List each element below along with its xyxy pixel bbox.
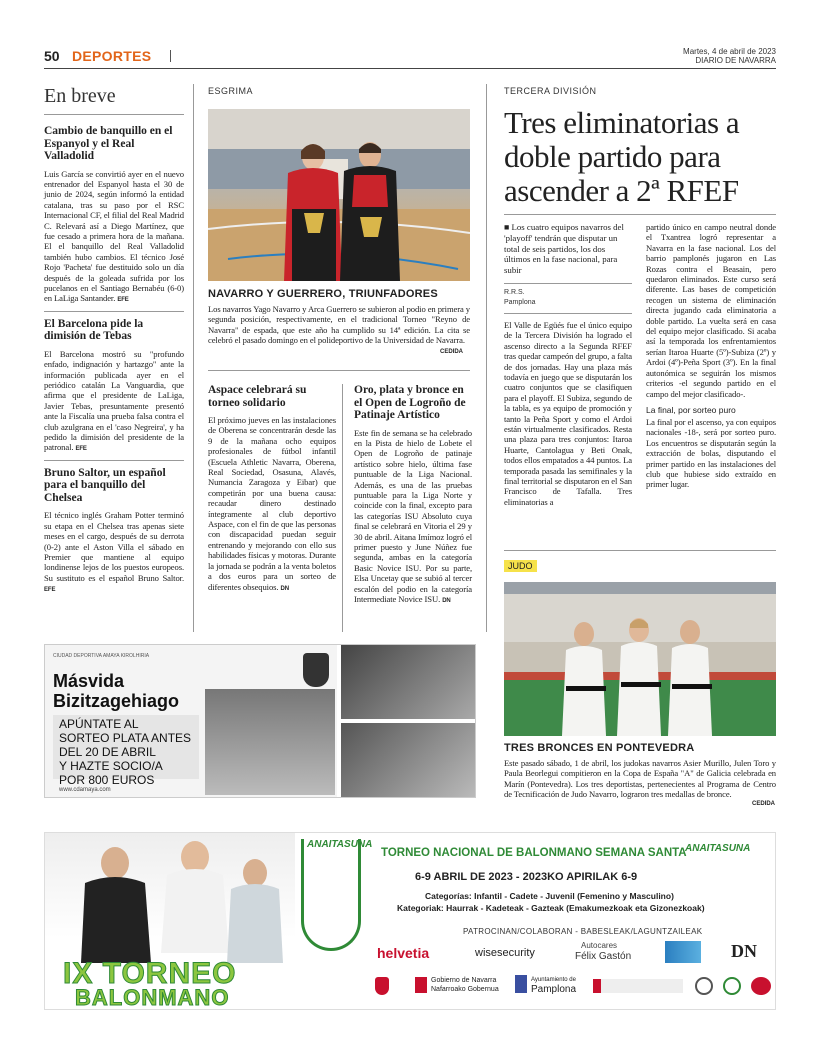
brief-body: El Barcelona mostró su "profundo enfado, indignación y hartazgo" ante la información publicada ayer en el periódico catalán La Vanguardia, que afirma que el presidente de LaLiga, Javier Tebas, presuntamente presentó ante la Fiscalía una prueba falsa contra el club azulgrana en el 'caso Negreira', y ha pedido la dimisión del presidente de la patronal. EFE	[44, 348, 184, 453]
brief-title-rule	[44, 114, 184, 115]
tercera-body-1: El Valle de Egüés fue el único equipo de la Tercera División ha logrado el ascenso directo a la Segunda RFEF tras quedar campeón del grupo, a falta de dos jornadas. Hay una plaza más todavía en juego que se disputarán los cuatro conjuntos que se clasifiquen para el playoff. El Subiza, segundo de la tabla, es ya equipo de promoción y tanto la Peña Sport y como el Ardoi están virtualmente clasificados. Resta una plaza para tres conjuntos: Itaroa Huarte, Cantolagua y Beti Onak, todos ellos empatados a 44 puntos. La temporada pasada las semifinales y la final territorial se disputaron en el San Francisco de Tafalla. Tres eliminatorias a	[504, 319, 632, 507]
ad-torneo-photo	[45, 833, 295, 1009]
header-divider	[170, 50, 171, 62]
brief-title: En breve	[44, 85, 116, 107]
sponsor-helvetia: helvetia	[377, 945, 430, 961]
tercera-city: Pamplona	[504, 298, 536, 306]
brief-column	[44, 84, 184, 596]
ad-amaya-cta4: Y HAZTE SOCIO/A	[59, 759, 163, 773]
judo-caption-title: TRES BRONCES EN PONTEVEDRA	[504, 742, 695, 754]
judo-credit: CEDIDA	[752, 801, 776, 807]
aspace-article	[208, 384, 336, 594]
coat-of-arms-icon	[303, 653, 329, 687]
tercera-subtitle: La final, por sorteo puro	[646, 404, 736, 415]
bullet-icon: ■	[504, 222, 512, 232]
ad-amaya-cta5: POR 800 EUROS	[59, 773, 155, 787]
tercera-subhead: ■ Los cuatro equipos navarros del 'playoff' tendrán que disputar un total de seis partidos, los dos últimos en la fase nacional, para subir	[504, 222, 624, 276]
ad-torneo-shield	[301, 839, 361, 951]
column-divider	[193, 84, 194, 632]
judo-photo	[504, 582, 776, 736]
ad-amaya-cta3: DEL 20 DE ABRIL	[59, 745, 156, 759]
ad-amaya-left	[45, 645, 337, 797]
column-divider	[486, 84, 487, 632]
federation-logo-icon	[751, 977, 771, 995]
ad-amaya-gym-photo	[205, 689, 335, 795]
brief-body: Luis García se convirtió ayer en el nuevo entrenador del Espanyol hasta el 30 de junio de 2024, según informó la entidad catalana, tras su paso por el RSC Internacional CF, el filial del Real Madrid C. Relevará así a Diego Martínez, que fue cesado a primera hora de la mañana. El el banquillo del Real Valladolid también hubo cambios. El técnico José Rojo 'Pacheta' fue destituido solo un día después de la goleada sufrida por los pucelanos en el Santiago Bernabéu (6-0) en LaLiga Santander. EFE	[44, 168, 184, 304]
ad-torneo-big1: IX TORNEO	[63, 957, 237, 990]
ad-torneo-title: TORNEO NACIONAL DE BALONMANO SEMANA SANTA	[381, 847, 687, 859]
tercera-body-2: partido único en campo neutral donde el Txantrea logró representar a Navarra en la fase nacional. Los del barrio pamplonés jugaron en Las Rozas contra el Beasain, pero quedaron eliminados. Este curso será diferente. Las bases de competición recogen un sistema de eliminación directa jugando cada eliminatoria a doble partido. La vuelta será en casa del equipo mejor clasificado. Si acaba así la temporada los enfrentamientos serían Itaroa Huarte (5º)-Subiza (2º) y Ardoi (4º)-Peña Sport (3º). En la final autonómica se seguirán los mismos criterios -el segundo partido en el campo del mejor clasificado-.	[646, 222, 776, 399]
brief-item	[44, 125, 184, 306]
brief-divider	[44, 460, 184, 461]
sponsor-felix-gaston: Félix Gastón	[575, 951, 632, 962]
brief-item	[44, 467, 184, 596]
ad-amaya-url: www.cdamaya.com	[59, 787, 111, 793]
esgrima-credit: CEDIDA	[440, 349, 464, 355]
ad-amaya-topline: CIUDAD DEPORTIVA AMAYA KIROLHIRIA	[53, 653, 150, 659]
ad-torneo[interactable]	[44, 832, 776, 1010]
tercera-bottom-rule	[504, 550, 776, 551]
navarra-crest-icon	[415, 977, 427, 993]
judo-scene	[504, 582, 776, 736]
gov-navarra-eu: Nafarroako Gobernua	[431, 986, 499, 993]
header-paper: DIARIO DE NAVARRA	[695, 56, 776, 65]
sponsor-autocares: Autocares	[581, 941, 618, 950]
esgrima-tag: ESGRIMA	[208, 86, 254, 96]
ad-amaya-cta1: APÚNTATE AL	[59, 717, 139, 731]
header-date: Martes, 4 de abril de 2023	[683, 47, 776, 56]
brief-headline: Cambio de banquillo en el Espanyol y el Real Valladolid	[44, 125, 173, 162]
sport-institute-logo	[593, 979, 683, 993]
circle-logo-icon	[695, 977, 713, 995]
gov-navarra: Gobierno de Navarra	[431, 977, 497, 984]
ad-amaya-line2: Bizitzagehiago	[53, 691, 180, 711]
aspace-headline: Aspace celebrará su torneo solidario	[208, 384, 307, 409]
judo-tag: JUDO	[504, 560, 537, 572]
crest-icon	[375, 977, 389, 995]
brief-divider	[44, 311, 184, 312]
column-divider	[342, 384, 343, 632]
tercera-head-rule	[504, 214, 776, 215]
section-name: DEPORTES	[72, 48, 152, 64]
judo-caption-body: Este pasado sábado, 1 de abril, los judokas navarros Asier Murillo, Julen Toro y Paula Beorlegui compitieron en la Copa de España "A" de Galicia celebrada en Marín (Pontevedra). Los tres deportistas, pertenecientes al Programa de Centro de Tecnificación de Judo Navarro, lograron tres medallas de bronce.	[504, 758, 776, 800]
patinaje-body: Este fin de semana se ha celebrado en la Pista de hielo de Lobete el Open de Logroño de patinaje artístico sobre hielo, última fase puntuable de la Liga Nacional. Además, es una de las pruebas puntuable para la Liga Norte y coincide con la final, excepto para las categorías ISU Absoluto cuya final se celebrará en Vitoria el 29 y 30 de abril. Aitana Imímoz logró el primer puesto y June Núñez fue segunda, ambas en la categoría Basic Novice ISU. Por su parte, Elsa Uncetay que se subió al tercer escalón del podio en la categoría Intermediate Novice ISU. DN	[354, 427, 472, 604]
page-header	[44, 44, 776, 66]
ad-amaya-line1: Másvida	[53, 671, 125, 691]
sponsor-dn: DN	[731, 941, 757, 961]
page-number: 50	[44, 48, 60, 64]
ad-torneo-cat2: Kategoriak: Haurrak - Kadeteak - Gazteak (Emakumezkoak eta Gizonezkoak)	[397, 903, 705, 913]
ad-torneo-cat1: Categorías: Infantil - Cadete - Juvenil (Femenino y Masculino)	[425, 891, 674, 901]
ad-torneo-brand-right: ANAITASUNA	[685, 843, 751, 854]
tercera-author: R.R.S.	[504, 288, 525, 296]
aspace-body: El próximo jueves en las instalaciones de Oberena se concentrarán desde las 9 de la mañana ocho equipos profesionales de fútbol infantil (Escuela Athletic Navarra, Oberena, Real Sociedad, Osasuna, Alavés, Numancia Zaragoza y Eibar) que competirán por una buena causa: recaudar dinero destinado íntegramente al club deportivo Aspace, con el fin de que las personas con discapacidad puedan seguir entrenando y mejorando con ello sus habilidades físicas y motoras. Durante la jornada se podrán a la venta boletos a dos euros para un sorteo de diferentes obsequios. DN	[208, 415, 336, 592]
tercera-byline-rule2	[504, 313, 632, 314]
sponsor-mancomunidad-icon	[665, 941, 701, 963]
pamplona-crest-icon	[515, 975, 527, 993]
esgrima-rule	[208, 370, 470, 371]
tercera-col1	[504, 222, 632, 507]
tercera-col2	[646, 222, 776, 490]
esgrima-caption-body: Los navarros Yago Navarro y Arca Guerrero se subieron al podio en primera y segunda posición, respectivamente, en el tradicional Torneo "Reyno de Navarra" de espada, que este año ha cumplido su 14ª edición. La cita se celebró el pasado domingo en el polideportivo de la Universidad de Navarra.	[208, 304, 470, 346]
tercera-body-3: La final por el ascenso, ya con equipos nacionales -18-, será por sorteo puro. Los encuentros se disputarán según la extracción de bolas, disputando el primer partido en las instalaciones del club que hubiese sido extraído en primer lugar.	[646, 416, 776, 490]
ad-amaya[interactable]	[44, 644, 476, 798]
patinaje-headline: Oro, plata y bronce en el Open de Logroño de Patinaje Artístico	[354, 384, 466, 421]
brief-headline: Bruno Saltor, un español para el banquillo del Chelsea	[44, 466, 166, 504]
ad-amaya-cta2: SORTEO PLATA ANTES	[59, 731, 192, 745]
ad-torneo-big2: BALONMANO	[75, 985, 230, 1010]
tercera-byline-rule	[504, 283, 632, 284]
circle-logo-icon-2	[723, 977, 741, 995]
sponsor-wisesecurity: wisesecurity	[475, 947, 535, 959]
brief-body: El técnico inglés Graham Potter terminó su etapa en el Chelsea tras apenas siete meses en el cargo, después de su derrota (0-2) ante el Aston Villa el sábado en Premier que mantiene al equipo londinense lejos de los puestos europeos. Su sustituto es el español Bruno Saltor. EFE	[44, 510, 184, 594]
ad-torneo-brand-left: ANAITASUNA	[307, 839, 373, 850]
ad-amaya-photo-2	[341, 723, 476, 797]
brief-headline: El Barcelona pide la dimisión de Tebas	[44, 317, 144, 343]
header-rule	[44, 68, 776, 69]
ad-torneo-dates: 6-9 ABRIL DE 2023 - 2023KO APIRILAK 6-9	[415, 871, 638, 883]
patinaje-article	[354, 384, 472, 606]
pamplona-line2: Pamplona	[531, 984, 577, 995]
tercera-headline: Tres eliminatorias a doble partido para ascender a 2ª RFEF	[504, 105, 740, 208]
esgrima-scene	[208, 109, 470, 281]
pamplona-line1: Ayuntamiento de	[531, 977, 576, 983]
tercera-tag: TERCERA DIVISIÓN	[504, 86, 597, 96]
brief-item	[44, 318, 184, 455]
esgrima-caption-title: NAVARRO Y GUERRERO, TRIUNFADORES	[208, 288, 438, 300]
ad-amaya-photo-1	[341, 645, 476, 719]
ad-torneo-sponsors-label: PATROCINAN/COLABORAN - BABESLEAK/LAGUNTZAILEAK	[463, 927, 703, 936]
esgrima-photo	[208, 109, 470, 281]
